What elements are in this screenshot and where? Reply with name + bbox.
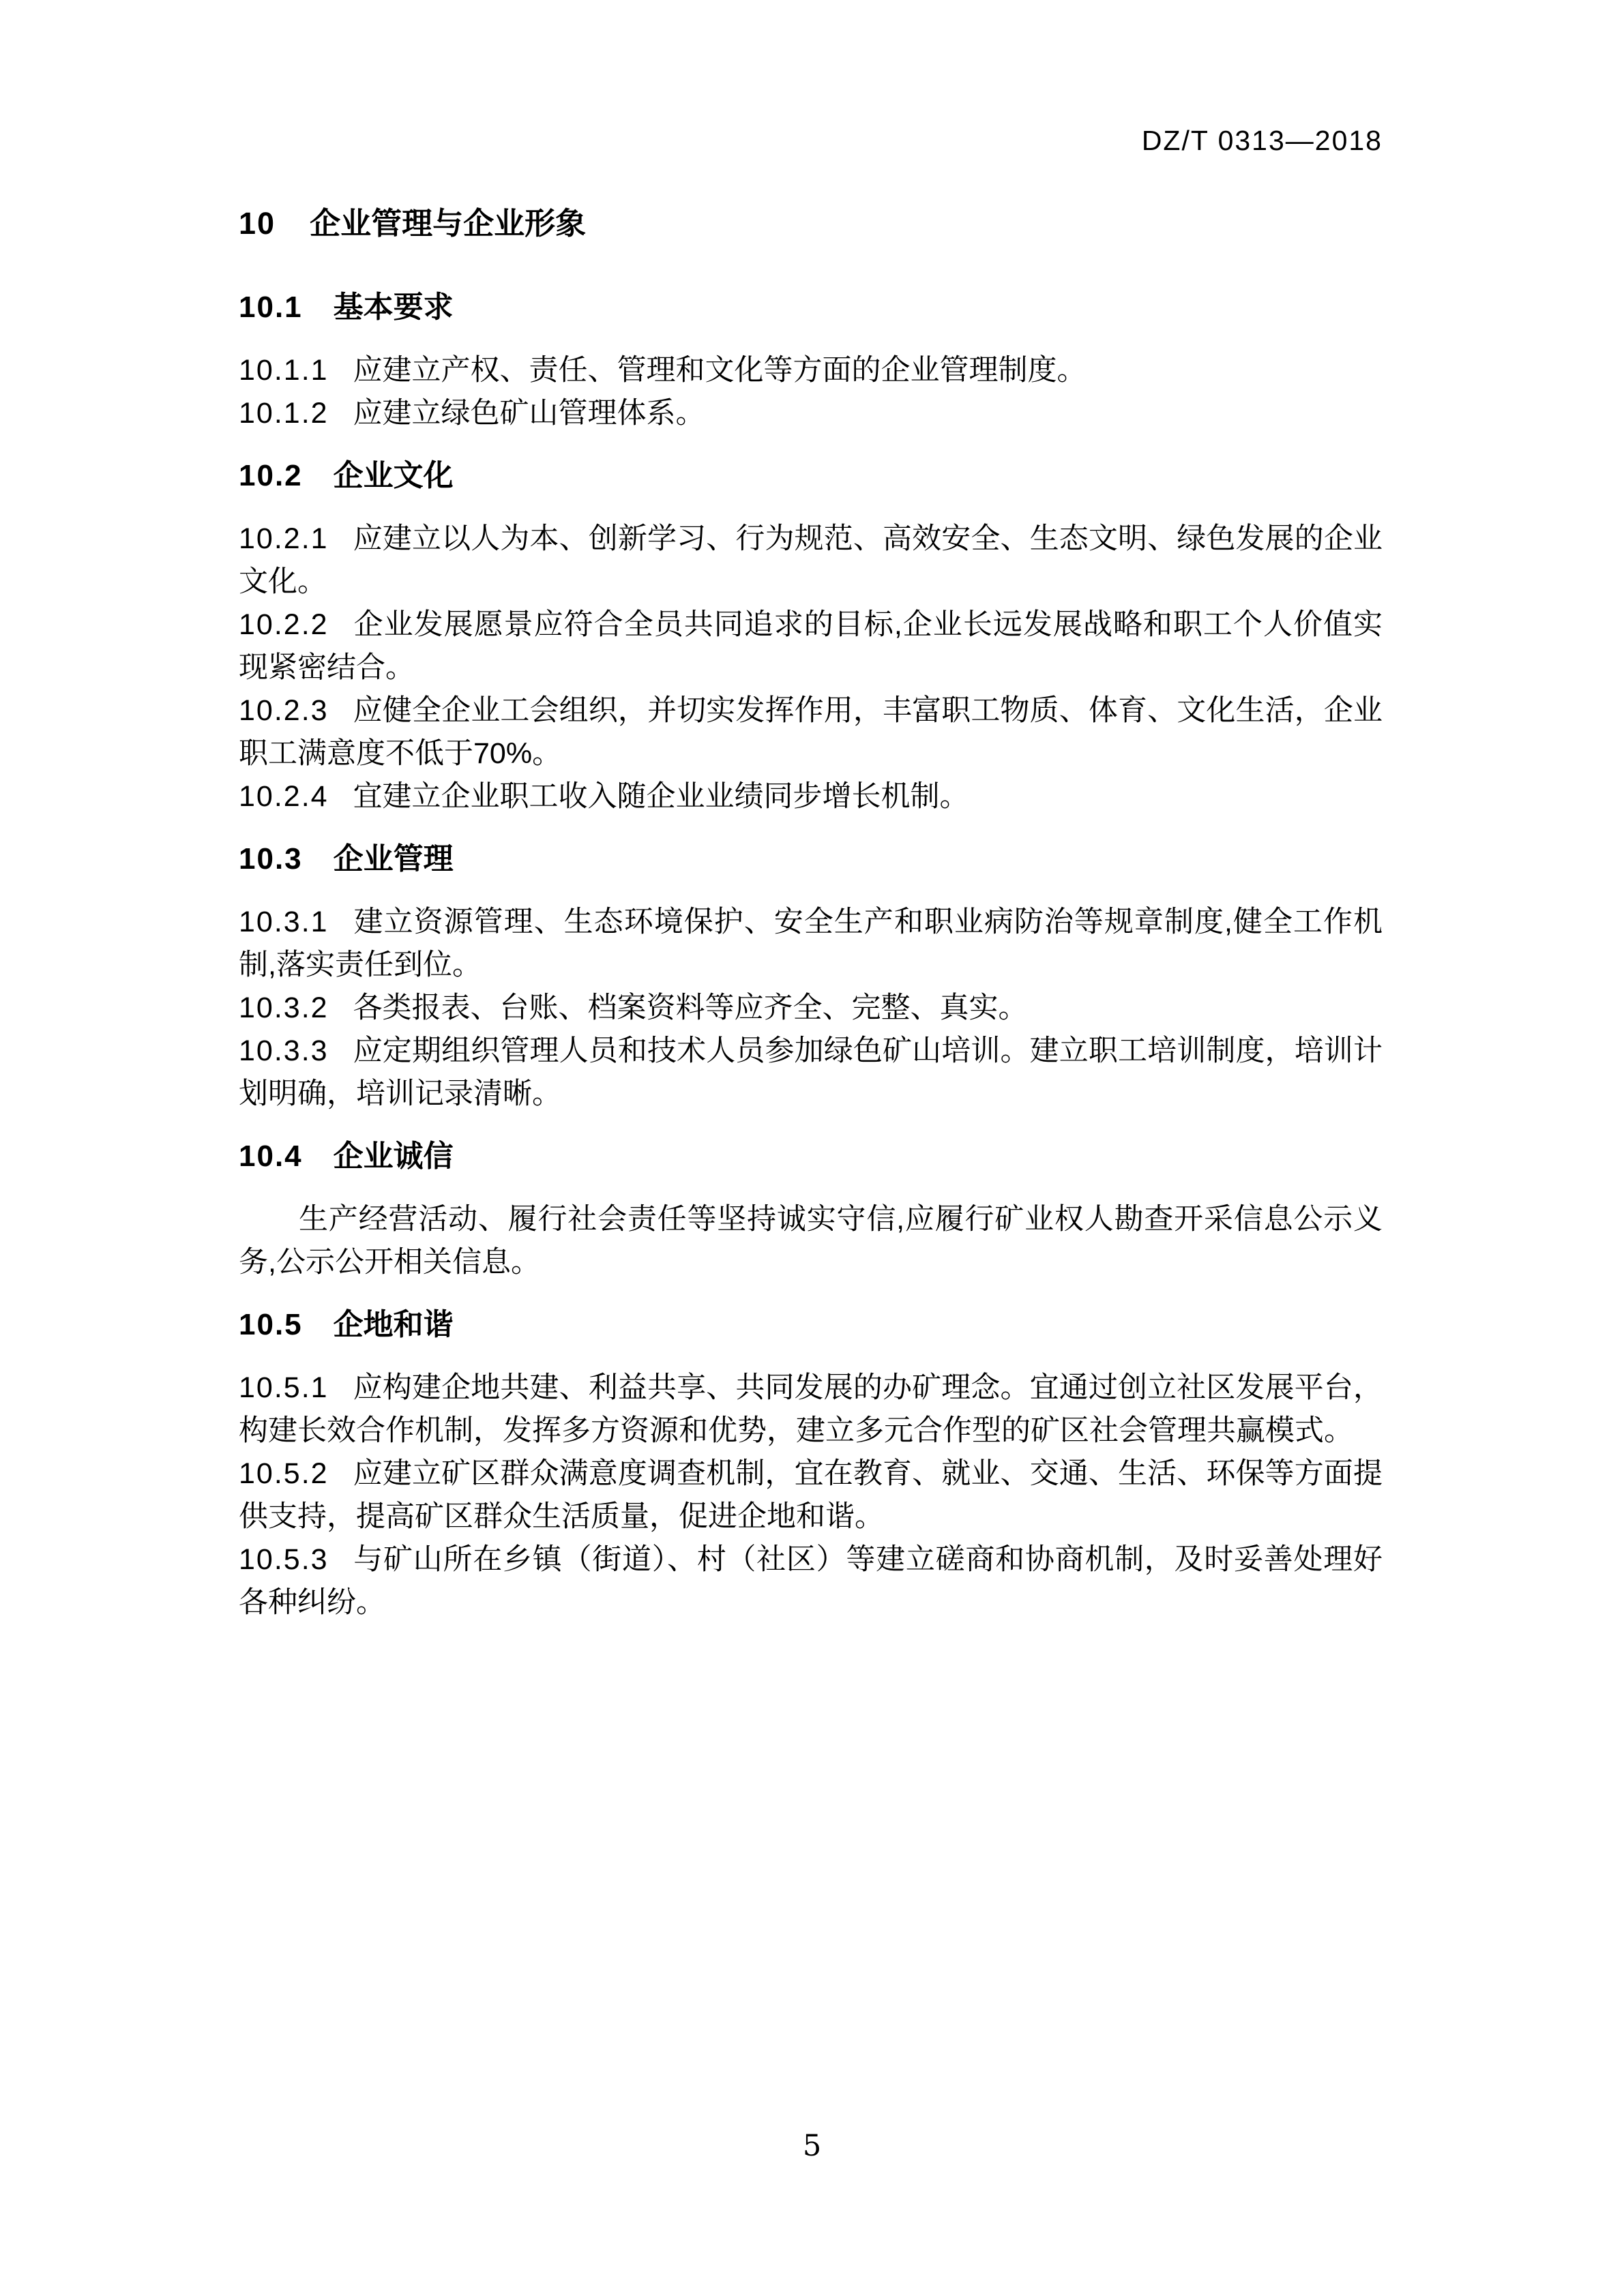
chapter-title: 企业管理与企业形象 [310,206,587,241]
running-header [239,119,1383,162]
clause-number: 10.3.1 [239,906,329,938]
clause-10-1-1 [239,349,1383,392]
clause-number: 10.5.3 [239,1543,329,1576]
clause-text: 应建立产权、责任、管理和文化等方面的企业管理制度。 [353,354,1087,387]
section-title: 企业诚信 [333,1139,454,1173]
section-heading-10-1 [239,286,1383,329]
section-paragraph-10-4: 生产经营活动、履行社会责任等坚持诚实守信,应履行矿业权人勘查开采信息公示义务,公示公开相关信息。 [239,1203,1383,1279]
clause-text: 应建立绿色矿山管理体系。 [353,397,705,430]
section-title: 企业管理 [333,842,454,876]
section-heading-10-5 [239,1303,1383,1346]
clause-text: 建立资源管理、生态环境保护、安全生产和职业病防治等规章制度,健全工作机制,落实责任到位。 [239,906,1383,981]
clause-number: 10.2.2 [239,608,329,641]
clause-number: 10.3.2 [239,992,329,1024]
chapter-heading [239,202,1383,245]
clause-number: 10.1.1 [239,354,329,387]
clause-text: 应构建企地共建、利益共享、共同发展的办矿理念。宜通过创立社区发展平台，构建长效合作机制，发挥多方资源和优势，建立多元合作型的矿区社会管理共赢模式。 [239,1371,1383,1447]
section-title: 基本要求 [333,290,454,324]
section-heading-10-2 [239,454,1383,497]
section-heading-10-4 [239,1135,1383,1178]
section-title: 企地和谐 [333,1308,454,1341]
section-number: 10.3 [239,842,303,876]
clause-text: 应建立以人为本、创新学习、行为规范、高效安全、生态文明、绿色发展的企业文化。 [239,522,1383,598]
standard-number: DZ/T 0313—2018 [1141,125,1383,156]
clause-10-2-3 [239,689,1383,775]
clause-10-3-3 [239,1030,1383,1116]
clause-10-5-1 [239,1367,1383,1452]
section-title: 企业文化 [333,459,454,492]
clause-number: 10.2.4 [239,780,329,813]
clause-10-5-3 [239,1538,1383,1624]
clause-number: 10.2.1 [239,522,329,555]
section-number: 10.1 [239,290,303,324]
clause-10-1-2 [239,392,1383,435]
chapter-number: 10 [239,206,276,241]
clause-text: 应健全企业工会组织，并切实发挥作用，丰富职工物质、体育、文化生活，企业职工满意度不低于70%。 [239,694,1383,770]
section-heading-10-3 [239,837,1383,880]
clause-10-2-4 [239,775,1383,818]
clause-10-3-1 [239,901,1383,987]
section-number: 10.4 [239,1139,303,1173]
clause-text: 应定期组织管理人员和技术人员参加绿色矿山培训。建立职工培训制度，培训计划明确，培训记录清晰。 [239,1034,1383,1110]
clause-text: 企业发展愿景应符合全员共同追求的目标,企业长远发展战略和职工个人价值实现紧密结合。 [239,608,1383,684]
clause-10-5-2 [239,1452,1383,1538]
page-number: 5 [802,2129,822,2163]
clause-text: 宜建立企业职工收入随企业业绩同步增长机制。 [353,780,969,813]
clause-number: 10.5.1 [239,1371,329,1404]
clause-number: 10.5.2 [239,1457,329,1490]
clause-number: 10.1.2 [239,397,329,430]
clause-text: 各类报表、台账、档案资料等应齐全、完整、真实。 [353,992,1028,1024]
clause-number: 10.3.3 [239,1034,329,1067]
clause-10-2-1 [239,518,1383,603]
clause-10-3-2 [239,987,1383,1030]
section-number: 10.5 [239,1308,303,1341]
section-number: 10.2 [239,459,303,492]
clause-number: 10.2.3 [239,694,329,727]
clause-text: 应建立矿区群众满意度调查机制，宜在教育、就业、交通、生活、环保等方面提供支持，提高矿区群众生活质量，促进企地和谐。 [239,1457,1383,1533]
clause-10-2-2 [239,603,1383,689]
clause-text: 与矿山所在乡镇（街道）、村（社区）等建立磋商和协商机制，及时妥善处理好各种纠纷。 [239,1543,1383,1619]
